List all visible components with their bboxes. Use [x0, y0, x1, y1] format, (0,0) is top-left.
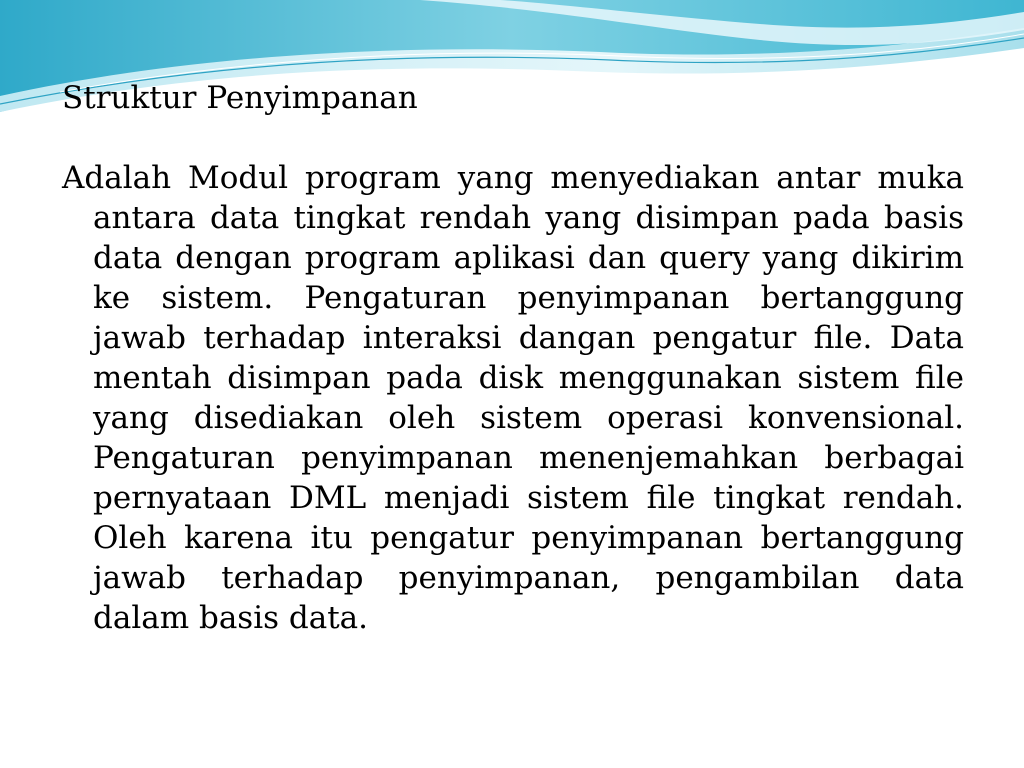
slide-title: Struktur Penyimpanan	[62, 80, 418, 116]
slide-body-paragraph: Adalah Modul program yang menyediakan antar muka antara data tingkat rendah yang disimpan pada basis data dengan program aplikasi dan query yang dikirim ke sistem. Pengaturan penyimpanan bertanggung jawab terhadap interaksi dangan pengatur file. Data mentah disimpan pada disk menggunakan sistem file yang disediakan oleh sistem operasi konvensional. Pengaturan penyimpanan menenjemahkan berbagai pernyataan DML menjadi sistem file tingkat rendah. Oleh karena itu pengatur penyimpanan bertanggung jawab terhadap penyimpanan, pengambilan data dalam basis data.	[62, 160, 964, 636]
slide-content	[62, 78, 964, 638]
